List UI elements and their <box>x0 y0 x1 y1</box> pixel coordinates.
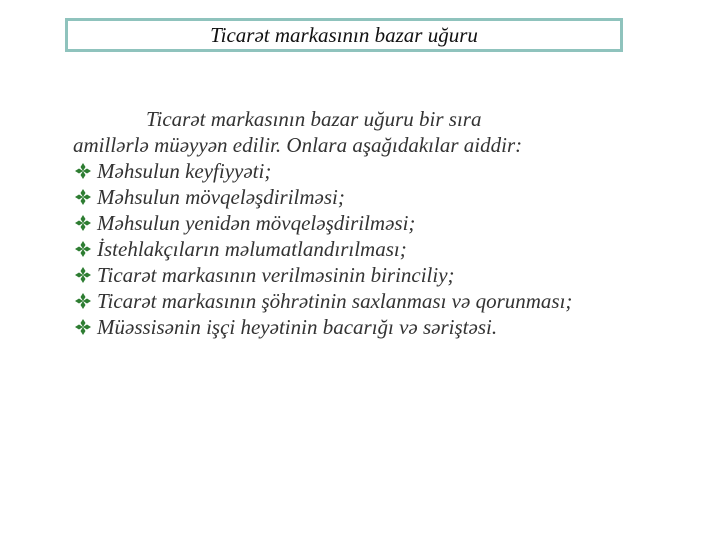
intro-line-1: Ticarət markasının bazar uğuru bir sıra <box>146 107 482 131</box>
intro-line-2: amillərlə müəyyən edilir. Onlara aşağıdakılar aiddir: <box>73 133 523 157</box>
diamond-bullet-icon <box>75 319 91 335</box>
list-item <box>73 314 693 340</box>
diamond-bullet-icon <box>75 163 91 179</box>
list-item-text: Ticarət markasının şöhrətinin saxlanması və qorunması; <box>97 289 573 313</box>
list-item <box>73 262 693 288</box>
list-item-text: İstehlakçıların məlumatlandırılması; <box>97 237 407 261</box>
intro-paragraph <box>73 106 693 158</box>
diamond-bullet-icon <box>75 215 91 231</box>
slide-title: Ticarət markasının bazar uğuru <box>210 22 478 47</box>
diamond-bullet-icon <box>75 241 91 257</box>
list-item-text: Məhsulun mövqeləşdirilməsi; <box>97 185 345 209</box>
list-item-text: Ticarət markasının verilməsinin birinciliy; <box>97 263 455 287</box>
bullet-list <box>73 158 693 340</box>
diamond-bullet-icon <box>75 293 91 309</box>
list-item <box>73 210 693 236</box>
list-item-text: Müəssisənin işçi heyətinin bacarığı və səriştəsi. <box>97 315 498 339</box>
diamond-bullet-icon <box>75 189 91 205</box>
title-box <box>65 18 623 52</box>
slide-content <box>73 106 693 340</box>
diamond-bullet-icon <box>75 267 91 283</box>
list-item-text: Məhsulun yenidən mövqeləşdirilməsi; <box>97 211 416 235</box>
list-item <box>73 158 693 184</box>
list-item <box>73 184 693 210</box>
list-item <box>73 236 693 262</box>
list-item <box>73 288 693 314</box>
list-item-text: Məhsulun keyfiyyəti; <box>97 159 272 183</box>
